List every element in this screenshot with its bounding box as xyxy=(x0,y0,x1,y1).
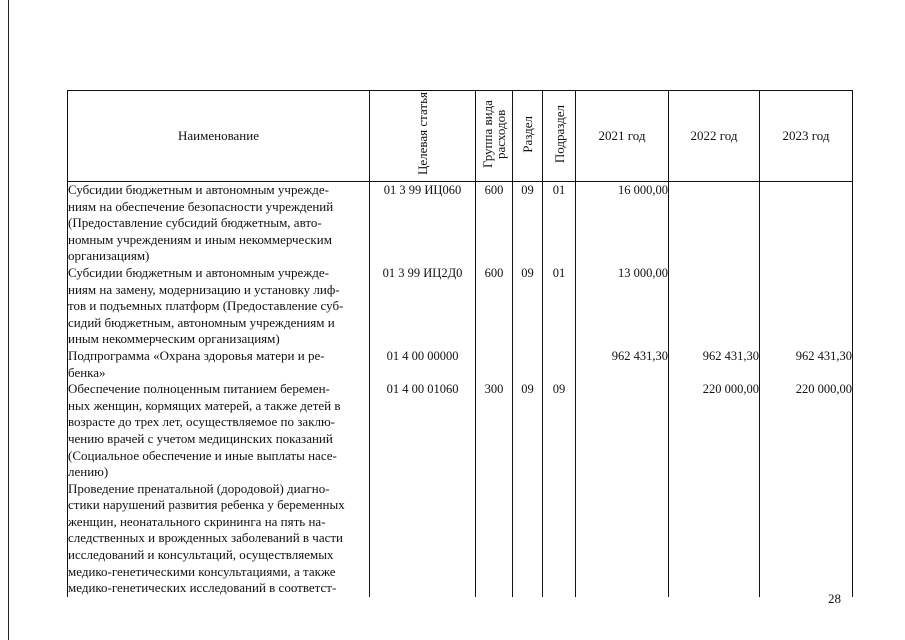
table-row xyxy=(68,265,853,348)
row-name-line: Подпрограмма «Охрана здоровья матери и ре- xyxy=(68,347,325,363)
row-name-cell xyxy=(68,182,370,265)
subsection-cell: 01 xyxy=(543,265,576,348)
row-name-line: Обеспечение полноценным питанием беремен- xyxy=(68,381,330,397)
table-row xyxy=(68,182,853,265)
amount-2021-cell: 962 431,30 xyxy=(576,348,669,381)
expense-group-cell: 600 xyxy=(476,182,513,265)
target-article-cell: 01 3 99 ИЦ060 xyxy=(370,182,476,265)
row-name-line: номным учреждениям и иным некоммерческим xyxy=(68,231,332,247)
expense-group-cell xyxy=(476,481,513,597)
amount-2021-cell: 16 000,00 xyxy=(576,182,669,265)
amount-2021-cell: 13 000,00 xyxy=(576,265,669,348)
section-cell xyxy=(513,348,543,381)
section-cell: 09 xyxy=(513,381,543,481)
expense-group-cell: 300 xyxy=(476,381,513,481)
subsection-cell xyxy=(543,481,576,597)
row-name-line: тов и подъемных платформ (Предоставление суб- xyxy=(68,298,344,314)
row-name-line: Проведение пренатальной (дородовой) диагно- xyxy=(68,480,330,496)
amount-2022-cell: 962 431,30 xyxy=(669,348,760,381)
row-name-line: ных женщин, кормящих матерей, а также детей в xyxy=(68,397,341,413)
row-name-line: иным некоммерческим организациям) xyxy=(68,331,280,347)
amount-2023-cell: 220 000,00 xyxy=(760,381,853,481)
row-name-line: ниям на замену, модернизацию и установку лиф- xyxy=(68,281,340,297)
row-name-line: возрасте до трех лет, осуществляемое по заклю- xyxy=(68,414,335,430)
row-name-line: Субсидии бюджетным и автономным учрежде- xyxy=(68,264,329,280)
row-name-cell xyxy=(68,481,370,597)
header-section: Раздел xyxy=(513,91,543,182)
section-cell: 09 xyxy=(513,182,543,265)
amount-2021-cell xyxy=(576,481,669,597)
amount-2023-cell: 962 431,30 xyxy=(760,348,853,381)
row-name-line: чению врачей с учетом медицинских показаний xyxy=(68,430,333,446)
amount-2022-cell xyxy=(669,182,760,265)
row-name-line: организациям) xyxy=(68,248,150,264)
row-name-line: сидий бюджетным, автономным учреждениям и xyxy=(68,314,335,330)
target-article-cell: 01 3 99 ИЦ2Д0 xyxy=(370,265,476,348)
section-cell xyxy=(513,481,543,597)
row-name-line: (Предоставление субсидий бюджетным, авто- xyxy=(68,215,322,231)
row-name-line: Субсидии бюджетным и автономным учрежде- xyxy=(68,182,329,197)
row-name-line: бенка» xyxy=(68,364,106,380)
header-2023: 2023 год xyxy=(760,91,853,182)
subsection-cell: 09 xyxy=(543,381,576,481)
header-name: Наименование xyxy=(68,91,370,182)
row-name-line: (Социальное обеспечение и иные выплаты насе- xyxy=(68,447,337,463)
row-name-line: исследований и консультаций, осуществляемых xyxy=(68,547,334,563)
table-header-row xyxy=(68,91,853,182)
section-cell: 09 xyxy=(513,265,543,348)
header-target-article: Целевая статья xyxy=(370,91,476,182)
row-name-cell xyxy=(68,265,370,348)
row-name-line: лению) xyxy=(68,464,109,480)
target-article-cell xyxy=(370,481,476,597)
row-name-cell xyxy=(68,348,370,381)
row-name-line: медико-генетических исследований в соответст- xyxy=(68,580,337,596)
amount-2022-cell xyxy=(669,265,760,348)
subsection-cell: 01 xyxy=(543,182,576,265)
table-row xyxy=(68,481,853,597)
target-article-cell: 01 4 00 01060 xyxy=(370,381,476,481)
row-name-cell xyxy=(68,381,370,481)
table-row xyxy=(68,348,853,381)
budget-table xyxy=(67,90,853,597)
row-name-line: медико-генетическими консультациями, а также xyxy=(68,563,336,579)
row-name-line: ниям на обеспечение безопасности учреждений xyxy=(68,198,334,214)
header-subsection: Подраздел xyxy=(543,91,576,182)
page-number: 28 xyxy=(828,591,841,606)
table-row xyxy=(68,381,853,481)
amount-2022-cell xyxy=(669,481,760,597)
row-name-line: следственных и врожденных заболеваний в части xyxy=(68,530,344,546)
binding-margin-line xyxy=(8,0,9,640)
amount-2023-cell xyxy=(760,182,853,265)
amount-2022-cell: 220 000,00 xyxy=(669,381,760,481)
header-2022: 2022 год xyxy=(669,91,760,182)
expense-group-cell: 600 xyxy=(476,265,513,348)
row-name-line: стики нарушений развития ребенка у беременных xyxy=(68,497,345,513)
amount-2023-cell xyxy=(760,265,853,348)
header-2021: 2021 год xyxy=(576,91,669,182)
row-name-line: женщин, неонатального скрининга на пять на- xyxy=(68,513,326,529)
amount-2023-cell xyxy=(760,481,853,597)
subsection-cell xyxy=(543,348,576,381)
target-article-cell: 01 4 00 00000 xyxy=(370,348,476,381)
amount-2021-cell xyxy=(576,381,669,481)
expense-group-cell xyxy=(476,348,513,381)
header-expense-group: Группа вида расходов xyxy=(476,91,513,182)
